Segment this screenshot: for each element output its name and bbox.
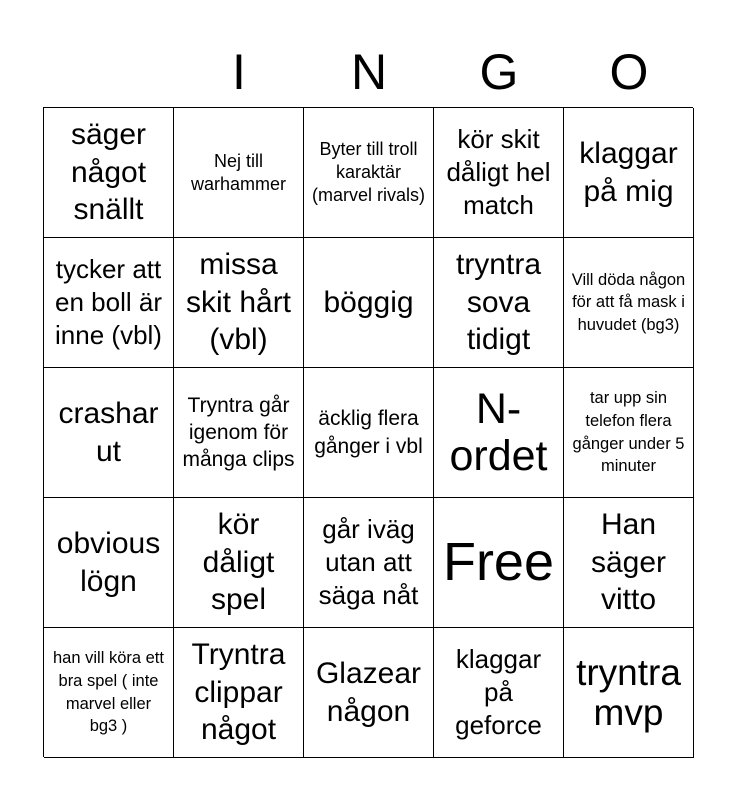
bingo-cell[interactable] [304,238,434,368]
bingo-cell[interactable] [304,628,434,758]
cell-text: crashar ut [58,397,159,468]
bingo-cell[interactable] [44,368,174,498]
bingo-board [43,107,693,757]
bingo-cell[interactable] [44,108,174,238]
cell-text: böggig [323,285,414,319]
cell-text: klaggar på mig [579,137,678,208]
bingo-cell[interactable] [174,628,304,758]
cell-text: säger något snällt [70,118,147,227]
bingo-cell[interactable] [174,238,304,368]
bingo-cell[interactable] [434,368,564,498]
bingo-cell[interactable] [44,628,174,758]
bingo-cell[interactable] [564,368,694,498]
bingo-header [174,40,694,104]
cell-text: tryntra mvp [576,651,681,733]
cell-text: tar upp sin telefon flera gånger under 5 minuter [572,389,685,476]
bingo-cell[interactable] [304,498,434,628]
bingo-cell[interactable] [304,108,434,238]
bingo-cell[interactable] [174,368,304,498]
cell-text: tycker att en boll är inne (vbl) [55,253,162,350]
cell-text: Vill döda någon för att få mask i huvudet (bg3) [571,270,686,334]
bingo-cell[interactable] [564,498,694,628]
cell-text: han vill köra ett bra spel ( inte marvel eller bg3 ) [53,649,164,736]
cell-text: kör skit dåligt hel match [446,123,551,220]
cell-text: Nej till warhammer [190,150,287,194]
bingo-cell[interactable] [174,498,304,628]
bingo-cell[interactable] [564,238,694,368]
bingo-cell[interactable] [434,238,564,368]
cell-text: Free [442,532,555,593]
cell-text: tryntra sova tidigt [455,248,542,357]
cell-text: kör dåligt spel [202,508,275,617]
bingo-cell[interactable] [174,108,304,238]
cell-text: missa skit hårt (vbl) [185,248,292,357]
cell-text: obvious lögn [56,527,161,598]
cell-text: Glazear någon [315,657,422,728]
bingo-cell[interactable] [434,108,564,238]
cell-text: klaggar på geforce [455,643,542,740]
header-letter-n: N [350,44,388,100]
bingo-cell-free[interactable] [434,498,564,628]
bingo-cell[interactable] [304,368,434,498]
header-letter-g: G [479,44,519,100]
cell-text: äcklig flera gånger i vbl [314,407,423,458]
cell-text: Han säger vitto [590,508,667,617]
cell-text: N-ordet [449,385,548,480]
bingo-cell[interactable] [44,238,174,368]
bingo-cell[interactable] [434,628,564,758]
header-letter-o: O [609,44,649,100]
bingo-cell[interactable] [564,108,694,238]
cell-text: Byter till troll karaktär (marvel rivals) [311,139,425,205]
cell-text: går iväg utan att säga nåt [318,513,419,610]
cell-text: Tryntra går igenom för många clips [182,393,295,472]
bingo-cell[interactable] [564,628,694,758]
cell-text: Tryntra clippar något [191,638,286,747]
header-letter-i: I [232,44,246,100]
bingo-cell[interactable] [44,498,174,628]
